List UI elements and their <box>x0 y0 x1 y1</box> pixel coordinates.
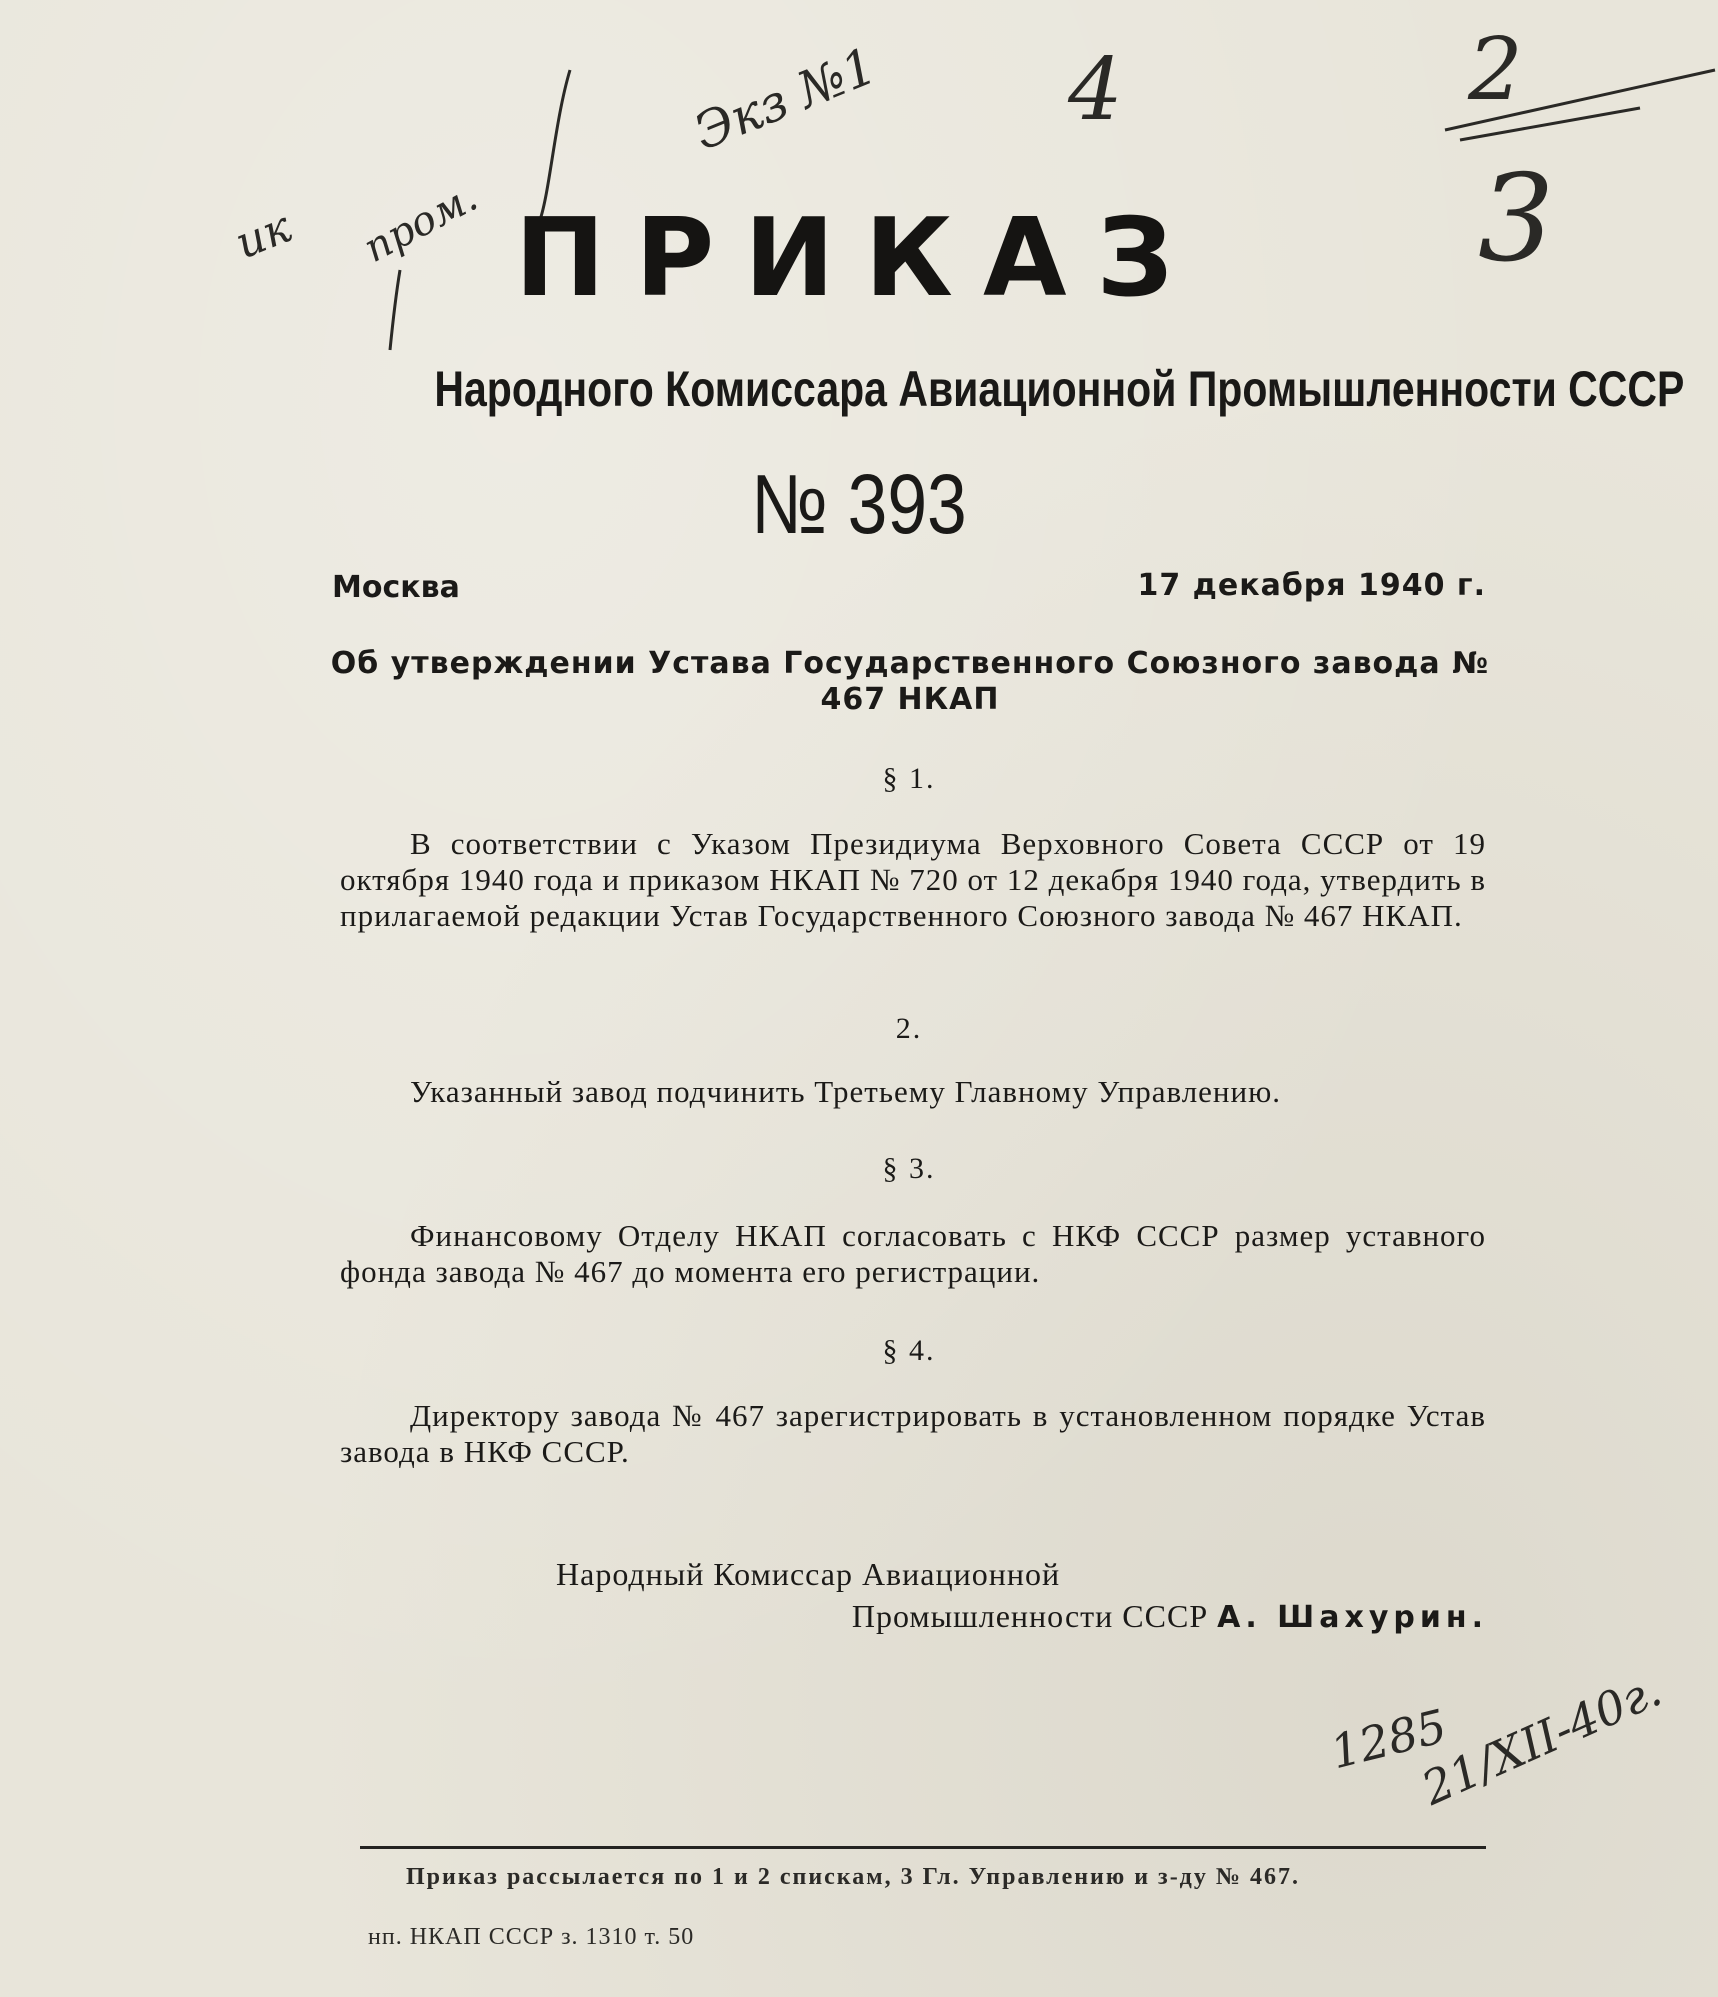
section-text-2-content: Указанный завод подчинить Третьему Главному Управлению. <box>410 1074 1282 1109</box>
handwritten-registry-number: 1285 <box>1325 1698 1452 1780</box>
distribution-note: Приказ рассылается по 1 и 2 спискам, 3 Гл. Управлению и з-ду № 467. <box>406 1864 1300 1890</box>
section-heading-1: § 1. <box>882 762 936 795</box>
section-text-1-content: В соответствии с Указом Президиума Верховного Совета СССР от 19 октября 1940 года и приказом НКАП № 720 от 12 декабря 1940 года, утвердить в прилагаемой редакции Устав Государственного Союзного завода № 467 НКАП. <box>340 826 1486 933</box>
handwritten-registry-date: 21/XII-40г. <box>1414 1662 1670 1816</box>
signatory-title-line2 <box>852 1598 1488 1635</box>
handwritten-note-left-2: пром. <box>356 174 486 272</box>
signatory-title-line1: Народный Комиссар Авиационной <box>556 1556 1061 1592</box>
signatory-title-text: Промышленности СССР <box>851 1598 1209 1634</box>
issue-date: 17 декабря 1940 г. <box>1137 568 1486 603</box>
issuer-subtitle: Народного Комиссара Авиационной Промышленности СССР <box>434 361 1685 417</box>
section-heading-2: 2. <box>895 1012 923 1045</box>
order-subject: Об утверждении Устава Государственного Союзного завода № 467 НКАП <box>330 646 1490 717</box>
handwritten-crossed-number: 2 <box>1468 20 1523 120</box>
issue-place: Москва <box>332 570 460 605</box>
handwritten-copy-number: Экз №1 <box>686 36 885 162</box>
section-heading-4: § 4. <box>882 1334 936 1367</box>
section-text-3-content: Финансовому Отделу НКАП согласовать с НКФ СССР размер уставного фонда завода № 467 до момента его регистрации. <box>340 1218 1486 1289</box>
strike-line <box>1440 60 1718 150</box>
handwritten-note-left: ик <box>228 201 299 270</box>
handwritten-number-4: 4 <box>1068 40 1123 140</box>
print-info: нп. НКАП СССР з. 1310 т. 50 <box>368 1924 695 1950</box>
section-text-3 <box>340 1218 1486 1290</box>
order-number: № 393 <box>751 457 967 551</box>
section-heading-3: § 3. <box>882 1152 936 1185</box>
signatory-name: А. Шахурин. <box>1217 1600 1488 1635</box>
section-text-2 <box>340 1074 1486 1110</box>
document-title: ПРИКАЗ <box>514 196 1204 321</box>
section-text-4 <box>340 1398 1486 1470</box>
footer-divider <box>360 1846 1486 1849</box>
section-text-1 <box>340 826 1486 934</box>
section-text-4-content: Директору завода № 467 зарегистрировать в установленном порядке Устав завода в НКФ СССР. <box>340 1398 1486 1469</box>
handwritten-number-3: 3 <box>1478 150 1555 289</box>
